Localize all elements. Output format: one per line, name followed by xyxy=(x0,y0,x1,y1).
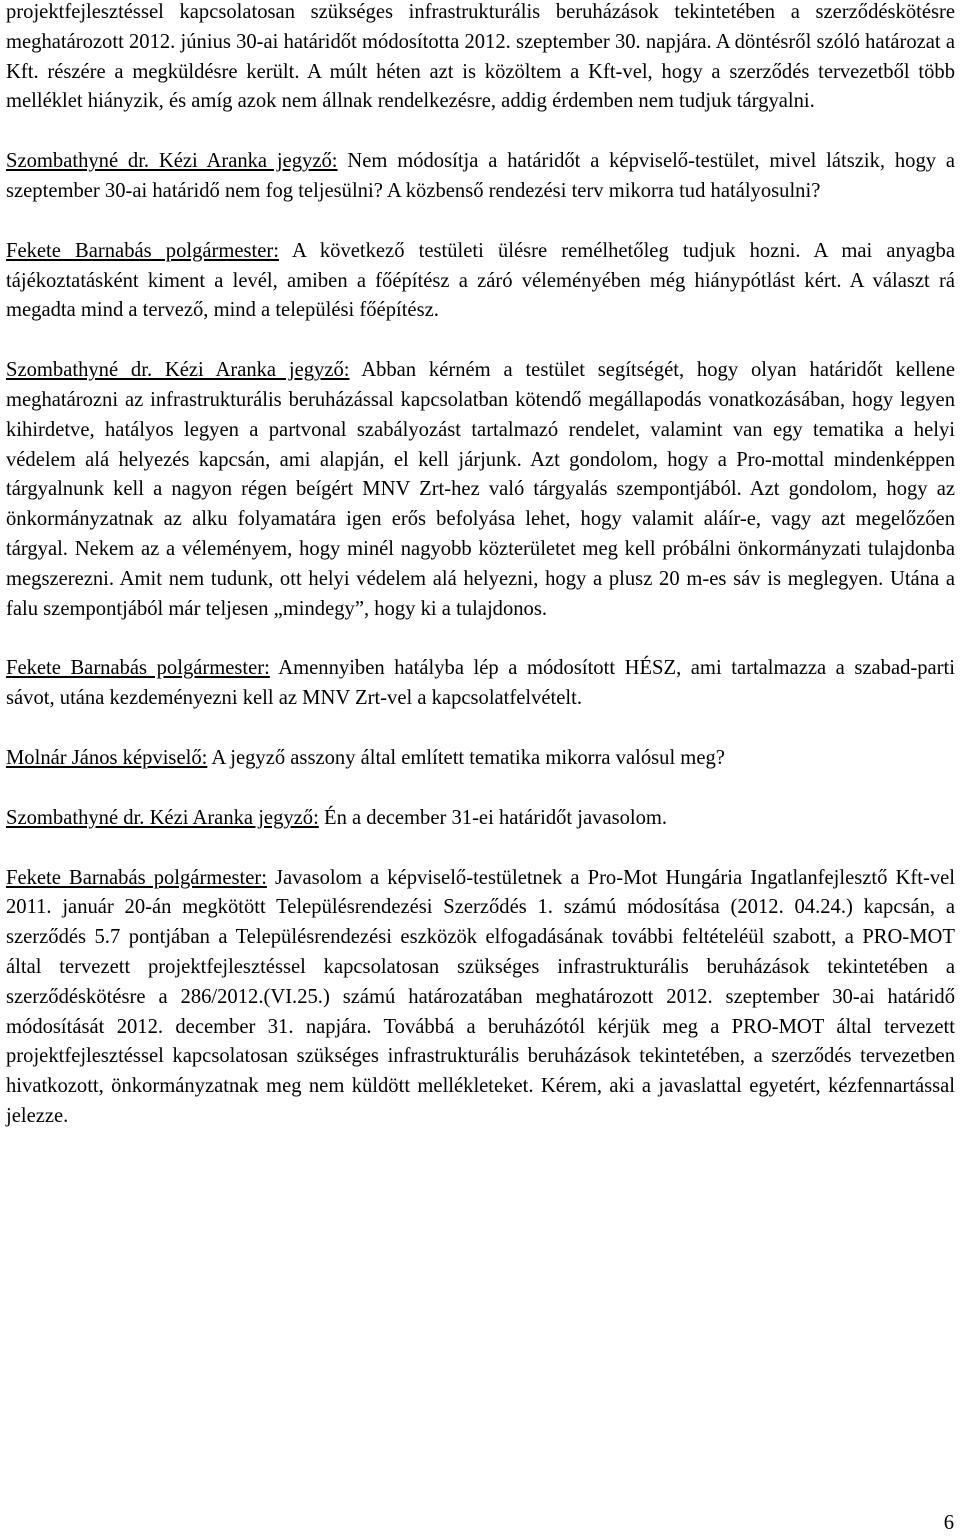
paragraph-8 xyxy=(6,864,955,1132)
paragraph-2 xyxy=(6,147,955,207)
paragraph-5-text: Amennyiben hatályba lép a módosított HÉSZ, ami tartalmazza a szabad-parti sávot, utána kezdeményezni kell az MNV Zrt-vel a kapcsolatfelvételt. xyxy=(6,657,955,710)
speaker-name: Fekete Barnabás polgármester: xyxy=(6,866,267,889)
paragraph-3 xyxy=(6,237,955,326)
speaker-name: Fekete Barnabás polgármester: xyxy=(6,657,270,680)
paragraph-1-text: projektfejlesztéssel kapcsolatosan szükséges infrastrukturális beruházások tekintetében a szerződéskötésre meghatározott 2012. június 30-ai határidőt módosította 2012. szeptember 30. napjára. A döntésről szóló határozat a Kft. részére a megküldésre került. A múlt héten azt is közöltem a Kft-vel, hogy a szerződés tervezetből több melléklet hiányzik, és amíg azok nem állnak rendelkezésre, addig érdemben nem tudjuk tárgyalni. xyxy=(6,1,955,113)
paragraph-6-text: A jegyző asszony által említett tematika mikorra valósul meg? xyxy=(211,746,725,769)
paragraph-gap xyxy=(6,774,955,804)
speaker-name: Molnár János képviselő: xyxy=(6,746,208,769)
paragraph-1 xyxy=(6,0,955,117)
paragraph-6 xyxy=(6,744,955,774)
speaker-name: Szombathyné dr. Kézi Aranka jegyző: xyxy=(6,150,338,173)
paragraph-2-text: Nem módosítja a határidőt a képviselő-testület, mivel látszik, hogy a szeptember 30-ai határidő nem fog teljesülni? A közbenső rendezési terv mikorra tud hatályosulni? xyxy=(6,150,955,202)
paragraph-4-text: Abban kérném a testület segítségét, hogy olyan határidőt kellene meghatározni az infrastrukturális beruházással kapcsolatban kötendő megállapodás vonatkozásában, hogy legyen kihirdetve, hatályos legyen a partvonal szabályozást tartalmazó rendelet, valamint van egy tematika a helyi védelem alá helyezés kapcsán, ami alapján, el kell járjunk. Azt gondolom, hogy a Pro-mottal mindenképpen tárgyalnunk kell a nagyon régen beígért MNV Zrt-hez való tárgyalás szempontjából. Azt gondolom, hogy az önkormányzatnak az alku folyamatára igen erős befolyása lehet, hogy valamit aláír-e, vagy azt megelőzően tárgyal. Nekem az a véleményem, hogy minél nagyobb közterületet meg kell próbálni önkormányzati tulajdonba megszerezni. Amit nem tudunk, ott helyi védelem alá helyezni, hogy a plusz 20 m-es sáv is meglegyen. Utána a falu szempontjából már teljesen „mindegy”, hogy ki a tulajdonos. xyxy=(6,359,955,620)
document-page xyxy=(6,0,955,1132)
speaker-name: Szombathyné dr. Kézi Aranka jegyző: xyxy=(6,806,319,829)
paragraph-gap xyxy=(6,207,955,237)
paragraph-gap xyxy=(6,834,955,864)
paragraph-7-text: Én a december 31-ei határidőt javasolom. xyxy=(323,806,668,829)
speaker-name: Szombathyné dr. Kézi Aranka jegyző: xyxy=(6,359,350,382)
paragraph-7 xyxy=(6,804,955,834)
paragraph-gap xyxy=(6,326,955,356)
paragraph-5 xyxy=(6,654,955,714)
paragraph-gap xyxy=(6,624,955,654)
paragraph-gap xyxy=(6,714,955,744)
paragraph-8-text: Javasolom a képviselő-testületnek a Pro-Mot Hungária Ingatlanfejlesztő Kft-vel 2011. január 20-án megkötött Településrendezési Szerződés 1. számú módosítása (2012. 04.24.) kapcsán, a szerződés 5.7 pontjában a Településrendezési eszközök elfogadásának további feltételéül szabott, a PRO-MOT által tervezett projektfejlesztéssel kapcsolatosan szükséges infrastrukturális beruházások tekintetében a szerződéskötésre a 286/2012.(VI.25.) számú határozatában meghatározott 2012. szeptember 30-ai határidő módosítását 2012. december 31. napjára. Továbbá a beruházótól kérjük meg a PRO-MOT által tervezett projektfejlesztéssel kapcsolatosan szükséges infrastrukturális beruházások tekintetében, a szerződés tervezetben hivatkozott, önkormányzatnak meg nem küldött mellékleteket. Kérem, aki a javaslattal egyetért, kézfennartással jelezze. xyxy=(6,866,955,1127)
speaker-name: Fekete Barnabás polgármester: xyxy=(6,239,279,262)
paragraph-gap xyxy=(6,117,955,147)
page-number: 6 xyxy=(943,1512,954,1534)
paragraph-4 xyxy=(6,356,955,624)
paragraph-3-text: A következő testületi ülésre remélhetőleg tudjuk hozni. A mai anyagba tájékoztatásként kiment a levél, amiben a főépítész a záró véleményében még hiánypótlást kért. A választ rá megadta mind a tervező, mind a települési főépítész. xyxy=(6,239,955,322)
